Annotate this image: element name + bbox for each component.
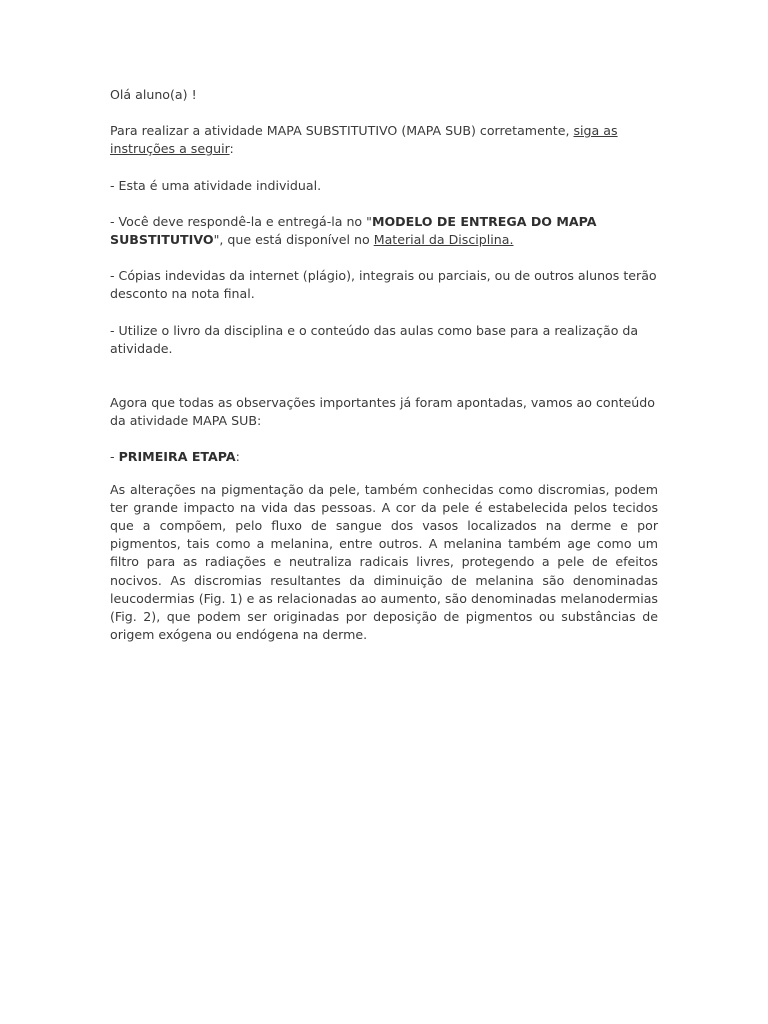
stage-suffix: : (235, 449, 240, 465)
rule-submission (110, 213, 658, 249)
stage-heading (110, 448, 658, 466)
greeting: Olá aluno(a) ! (110, 87, 197, 102)
rule-individual: - Esta é uma atividade individual. (110, 177, 322, 193)
intro-text: Para realizar a atividade MAPA SUBSTITUTIVO (MAPA SUB) corretamente, (110, 123, 574, 139)
rule-submission-text-b: ", que está disponível no (213, 232, 374, 248)
delivery-model-name: MODELO DE ENTREGA DO MAPA SUBSTITUTIVO (110, 213, 597, 248)
document-page (110, 86, 658, 644)
intro-end: : (229, 141, 234, 157)
instructions-link[interactable]: siga as instruções a seguir (110, 123, 618, 157)
stage-prefix: - (110, 449, 119, 465)
body-paragraph: As alterações na pigmentação da pele, também conhecidas como discromias, podem ter grande impacto na vida das pessoas. A cor da pele é estabelecida pelos tecidos que a compõem, pelo fluxo de sangue dos vasos localizados na derme e por pigmentos, tais como a melanina, entre outros. A melanina também age como um filtro para as radiações e neutraliza radicais livres, protegendo a pele de efeitos nocivos. As discromias resultantes da diminuição de melanina são denominadas leucodermias (Fig. 1) e as relacionadas ao aumento, são denominadas melanodermias (Fig. 2), que podem ser originadas por deposição de pigmentos ou substâncias de origem exógena ou endógena na derme. (110, 481, 658, 643)
rule-plagiarism: - Cópias indevidas da internet (plágio), integrais ou parciais, ou de outros alunos terão desconto na nota final. (110, 268, 657, 302)
stage-title: PRIMEIRA ETAPA (118, 449, 236, 465)
course-material-link[interactable]: Material da Disciplina. (373, 232, 514, 248)
rule-submission-text-a: - Você deve respondê-la e entregá-la no " (110, 213, 372, 229)
intro-paragraph (110, 122, 658, 158)
rule-resources: - Utilize o livro da disciplina e o conteúdo das aulas como base para a realização da atividade. (110, 322, 639, 356)
outro-paragraph: Agora que todas as observações importantes já foram apontadas, vamos ao conteúdo da atividade MAPA SUB: (110, 395, 655, 429)
